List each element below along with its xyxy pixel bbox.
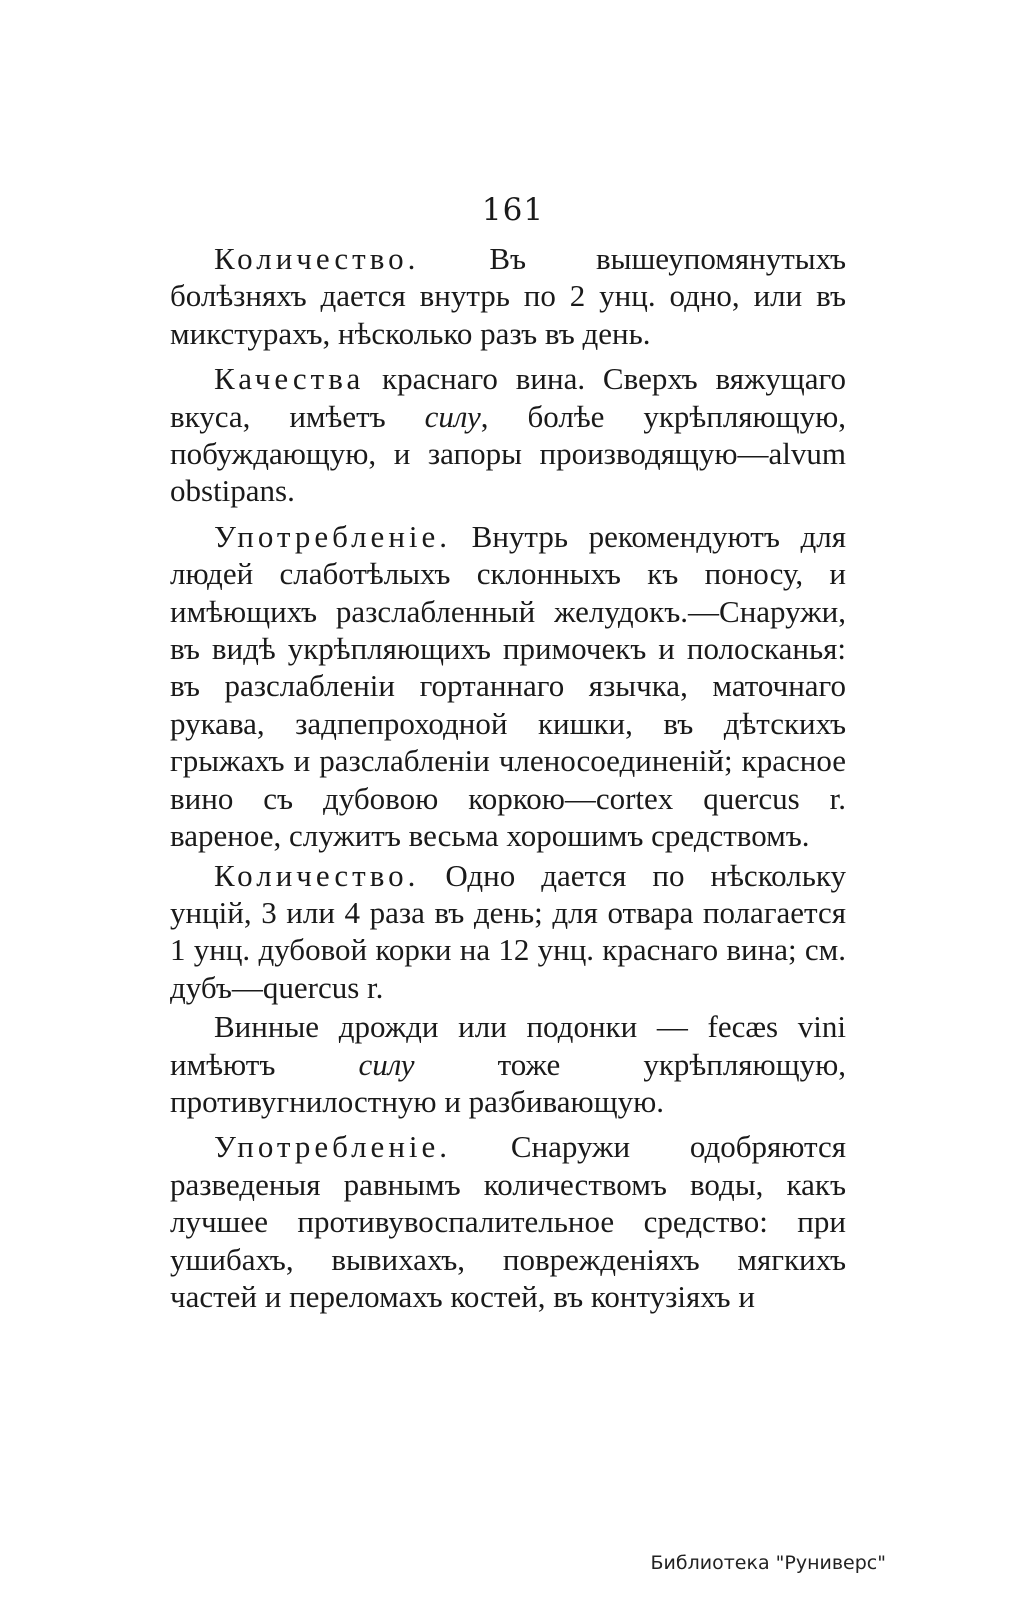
paragraph-text: краснаго вина. Сверхъ вяжущаго вкуса, имѣетъ — [170, 361, 846, 434]
paragraph-heading: Качества — [214, 361, 365, 397]
paragraph-heading: Употребленіе. — [214, 1129, 452, 1165]
paragraph-italic: силу — [424, 398, 481, 434]
page-body — [170, 240, 846, 1315]
page-number: 161 — [481, 192, 545, 228]
paragraph-text: Въ вышеупомянутыхъ болѣзняхъ дается внутрь по 2 унц. одно, или въ микстурахъ, нѣсколько разъ въ день. — [170, 241, 846, 351]
paragraph-quantity-2 — [170, 857, 846, 1007]
paragraph-text: Внутрь рекомендуютъ для людей слаботѣлыхъ склонныхъ къ поносу, и имѣющихъ разслабленный желудокъ.—Снаружи, въ видѣ укрѣпляющихъ примочекъ и полосканья: въ разслабленіи гортаннаго язычка, маточнаго рукава, задпепроходной кишки, въ дѣтскихъ грыжахъ и разслабленіи членосоединеній; красное вино съ дубовою коркою—cortex quercus r. вареное, служитъ весьма хорошимъ средствомъ. — [170, 518, 846, 854]
paragraph-heading: Употребленіе. — [214, 518, 452, 554]
library-watermark: Библиотека "Руниверс" — [650, 1552, 886, 1574]
paragraph-qualities — [170, 360, 846, 510]
paragraph-wine-lees — [170, 1008, 846, 1120]
paragraph-usage-2 — [170, 1128, 846, 1315]
paragraph-text: Винные дрожди или подонки — fecæs vini имѣютъ — [170, 1009, 846, 1082]
paragraph-text: Одно дается по нѣскольку унцій, 3 или 4 раза въ день; для отвара полагается 1 унц. дубовой корки на 12 унц. краснаго вина; см. дубъ—quercus r. — [170, 857, 846, 1005]
paragraph-heading: Количество. — [214, 241, 420, 276]
paragraph-text: Снаружи одобряются разведеныя равнымъ количествомъ воды, какъ лучшее противувоспалительное средство: при ушибахъ, вывихахъ, поврежденіяхъ мягкихъ частей и переломахъ костей, въ контузіяхъ и — [170, 1129, 846, 1314]
paragraph-quantity-1 — [170, 240, 846, 352]
paragraph-text: тоже укрѣпляющую, противугнилостную и разбивающую. — [170, 1046, 846, 1119]
paragraph-italic: силу — [358, 1046, 415, 1082]
paragraph-heading: Количество. — [214, 857, 420, 893]
paragraph-usage-1 — [170, 518, 846, 855]
paragraph-text: , болѣе укрѣпляющую, побуждающую, и запоры производящую—alvum obstipans. — [170, 398, 846, 509]
